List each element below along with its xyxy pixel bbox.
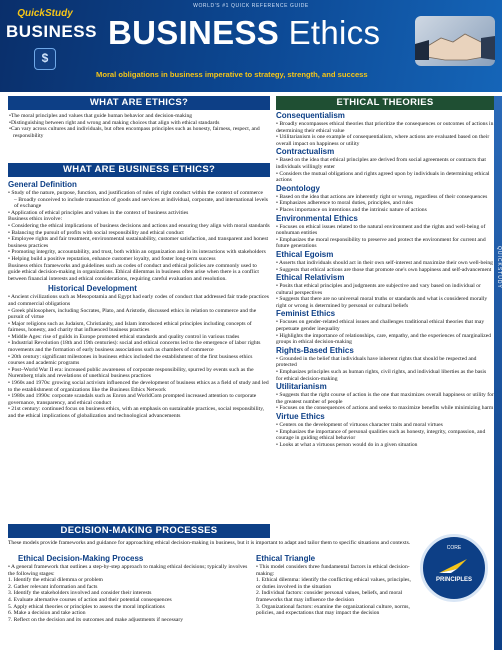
theory-heading: Rights-Based Ethics: [276, 345, 354, 355]
text-line: • Balancing the pursuit of profits with social responsibility and ethical conduct: [8, 229, 184, 236]
theory-line: • Broadly encompasses ethical theories that prioritize the consequences or outcomes of actions in determining their ethical value: [276, 121, 494, 134]
theory-line: • Focuses on the consequences of actions and seeks to maximize benefits while minimizing harm: [276, 405, 494, 412]
text-line: • Considering the ethical implications of business decisions and actions and ensuring they align with moral standards: [8, 222, 270, 229]
what-are-ethics-body: [8, 113, 270, 139]
handshake-image: [415, 16, 495, 66]
text-line: • Employee rights and fair treatment, environmental sustainability, customer satisfaction, and transparent and honest business practices: [8, 236, 269, 249]
text-line: • 20th century: significant milestones in business ethics included the establishment of the first business ethics courses and academic programs: [8, 353, 253, 367]
theory-line: • Emphasizes adherence to moral duties, principles, and rules: [276, 200, 414, 207]
text-line: • Middle Ages: rise of guilds in Europe promoted ethical standards and quality control in various trades: [8, 333, 240, 340]
text-line: • 1960s and 1970s: growing social activism influenced the development of business ethics as a field of study and led to the establishment of organizations like the Business Ethics Network: [8, 380, 269, 393]
theory-heading: Ethical Relativism: [276, 273, 345, 283]
decision-making-heading: DECISION-MAKING PROCESSES: [8, 524, 270, 538]
ethical-triangle-block: [256, 554, 416, 617]
theory-line: • Suggests that ethical actions are those that promote one's own happiness and self-advancement: [276, 266, 492, 273]
brand-name: QuickStudy: [17, 8, 73, 19]
compass-label: PRINCIPLES: [435, 577, 472, 583]
text-line: 3. Identify the stakeholders involved and consider their interests: [8, 590, 152, 597]
theory-line: • Focuses on ethical issues related to the natural environment and the rights and well-being of nonhuman entities: [276, 223, 486, 237]
theory-line: • Based on the idea that actions are inherently right or wrong, regardless of their consequences: [276, 193, 488, 200]
quickstudy-logo: [6, 6, 97, 84]
text-line: • Greek philosophers, including Socrates, Plato, and Aristotle, discussed ethics in relation to commerce and the pursuit of virtue: [8, 307, 257, 321]
text-line: • Post–World War II era: increased public awareness of corporate responsibility, spurred by events such as the Nuremberg trials and revelations of unethical business practices: [8, 366, 254, 380]
header-tagline: WORLD'S #1 QUICK REFERENCE GUIDE: [193, 3, 309, 9]
theory-line: • Focuses on gender-related ethical issues and challenges traditional ethical theories that may perpetuate gender inequality: [276, 319, 485, 333]
ethical-triangle-heading: Ethical Triangle: [256, 554, 316, 563]
text-line: Business ethics frameworks and guidelines such as codes of conduct and ethical policies are commonly used to guide ethical decision-making in organizations. Ethical dilemmas in business often arise when there is a conflict between financial interests and ethical considerations, requiring careful evaluation and resolution.: [8, 262, 259, 282]
decision-process-block: [8, 554, 248, 623]
page-subtitle: Moral obligations in business imperative to strategy, strength, and success: [96, 70, 368, 79]
theory-line: • Centers on the development of virtuous character traits and moral virtues: [276, 422, 443, 428]
list-item: • Distinguishing between right and wrong and making choices that align with ethical standards: [8, 120, 270, 127]
list-item: • Can vary across cultures and individuals, but often encompass principles such as honesty, fairness, respect, and responsibility: [8, 126, 270, 139]
theory-line: • Emphasizes principles such as human rights, civil rights, and individual liberties as the basis for ethical decision-making: [276, 369, 487, 382]
text-line: 6. Make a decision and take action: [8, 610, 86, 617]
text-line: • Study of the nature, purpose, function, and justification of rules of right conduct within the context of commerce: [8, 190, 264, 196]
decision-making-intro: These models provide frameworks and guidance for approaching ethical decision-making in business, but it is important to adapt and tailor them to specific situations and contexts.: [8, 540, 411, 546]
text-line: • Major religions such as Judaism, Christianity, and Islam introduced ethical principles including concepts of fairness, honesty, and charity that influenced business practices: [8, 320, 252, 334]
list-item: • The moral principles and values that guide human behavior and decision-making: [8, 113, 270, 120]
title-bold: BUSINESS: [108, 14, 280, 51]
ethical-theories-heading: ETHICAL THEORIES: [276, 96, 494, 110]
theory-line: • Grounded in the belief that individuals have inherent rights that should be respected and protected: [276, 355, 477, 369]
text-line: 2. Individual factors: consider personal values, beliefs, and moral frameworks that may influence the decision: [256, 590, 403, 603]
theory-line: • Based on the idea that ethical principles are derived from social agreements or contracts that individuals willingly enter: [276, 157, 486, 170]
compass-icon: [420, 534, 488, 602]
theory-line: • Looks at what a virtuous person would do in a given situation: [276, 441, 418, 448]
ethical-theories-body: [276, 111, 494, 448]
text-line: 4. Evaluate alternative courses of action and their potential consequences: [8, 596, 172, 603]
theory-line: • Suggests that the right course of action is the one that maximizes overall happiness or utility for the greatest number of people: [276, 392, 494, 405]
text-line: • Helping build a positive reputation, enhance customer loyalty, and foster long-term success: [8, 255, 216, 262]
theory-heading: Feminist Ethics: [276, 309, 336, 319]
theory-line: • Emphasizes the moral responsibility to preserve and protect the environment for current and future generations: [276, 236, 486, 250]
theory-line: • Asserts that individuals should act in their own self-interest and maximize their own well-being: [276, 259, 493, 266]
theory-heading: Ethical Egoism: [276, 249, 334, 259]
theory-heading: Deontology: [276, 183, 320, 193]
decision-process-heading: Ethical Decision-Making Process: [18, 554, 144, 563]
text-line: • 21st century: continued focus on business ethics, with an emphasis on sustainable practices, social responsibility, and the ethical implications of globalization and technological advancements: [8, 406, 265, 419]
theory-line: • Posits that ethical principles and judgments are subjective and vary based on individual or cultural perspectives: [276, 283, 481, 296]
side-tab-label: QUICKSTUDY: [496, 246, 502, 289]
text-line: • Promoting integrity, accountability, and trust, both within an organization and in its interactions with stakeholders: [8, 249, 266, 256]
text-line: 1. Ethical dilemma: identify the conflicting ethical values, principles, or duties involved in the situation: [256, 577, 411, 590]
theory-heading: Virtue Ethics: [276, 412, 325, 421]
text-line: Business ethics involve:: [8, 216, 63, 223]
header: [0, 0, 502, 92]
theory-line: • Considers the mutual obligations and rights agreed upon by individuals in determining ethical actions: [276, 170, 490, 184]
what-are-ethics-heading: WHAT ARE ETHICS?: [8, 96, 270, 110]
title-light: Ethics: [288, 14, 381, 51]
text-line: • Application of ethical principles and values in the context of business activities: [8, 209, 189, 216]
theory-line: • Utilitarianism is one example of consequentialism, where actions are evaluated based on their overall impact on happiness or utility: [276, 134, 490, 147]
side-tab: [494, 96, 502, 650]
business-ethics-heading: WHAT ARE BUSINESS ETHICS?: [8, 163, 270, 177]
text-line: • 1980s and 1990s: corporate scandals such as Enron and WorldCom prompted increased attention to corporate governance, transparency, and ethical conduct: [8, 393, 257, 406]
text-line: • Industrial Revolution (18th and 19th centuries): social and ethical concerns led to the emergence of labor rights movements and the formation of early business associations such as chambers of commerce: [8, 340, 261, 354]
text-line: • This model considers three fundamental factors in ethical decision-making:: [256, 564, 410, 577]
category-name: BUSINESS: [6, 22, 97, 41]
text-line: • Ancient civilizations such as Mesopotamia and Egypt had early codes of conduct that addressed fair trade practices and commercial obligations: [8, 294, 269, 307]
theory-heading: Consequentialism: [276, 111, 345, 120]
text-line: 5. Apply ethical theories or principles to assess the moral implications: [8, 603, 165, 610]
historical-development-heading: Historical Development: [48, 284, 137, 294]
text-line: • A general framework that outlines a step-by-step approach to making ethical decisions; typically involves the following stages:: [8, 564, 248, 577]
text-line: 1. Identify the ethical dilemma or problem: [8, 577, 103, 584]
text-line: 2. Gather relevant information and facts: [8, 583, 98, 590]
text-line: 7. Reflect on the decision and its outcomes and make adjustments if necessary: [8, 616, 184, 623]
theory-heading: Environmental Ethics: [276, 213, 358, 223]
theory-line: • Suggests that there are no universal moral truths or standards and what is considered morally right or wrong is determined by personal or cultural beliefs: [276, 296, 488, 309]
text-line: 3. Organizational factors: examine the organizational culture, norms, policies, and expectations that may impact the decision: [256, 603, 410, 617]
theory-line: • Highlights the importance of relationships, care, empathy, and the experiences of marginalized groups in ethical decision-making: [276, 332, 492, 346]
dollar-icon: $: [34, 48, 56, 70]
theory-line: • Emphasizes the importance of personal qualities such as honesty, integrity, compassion, and courage in guiding ethical behavior: [276, 428, 486, 442]
text-line: – Broadly conceived to include transaction of goods and services at individual, corporate, and international levels of exchange: [14, 196, 268, 210]
business-ethics-body: [8, 180, 270, 420]
compass-arrow-icon: [437, 557, 471, 575]
page-title: [108, 14, 380, 52]
theory-heading: Utilitarianism: [276, 382, 327, 392]
theory-heading: Contractualism: [276, 147, 335, 157]
theory-line: • Places importance on intentions and the intrinsic nature of actions: [276, 206, 427, 213]
general-definition-heading: General Definition: [8, 180, 77, 189]
compass-top-label: CORE: [446, 545, 462, 551]
